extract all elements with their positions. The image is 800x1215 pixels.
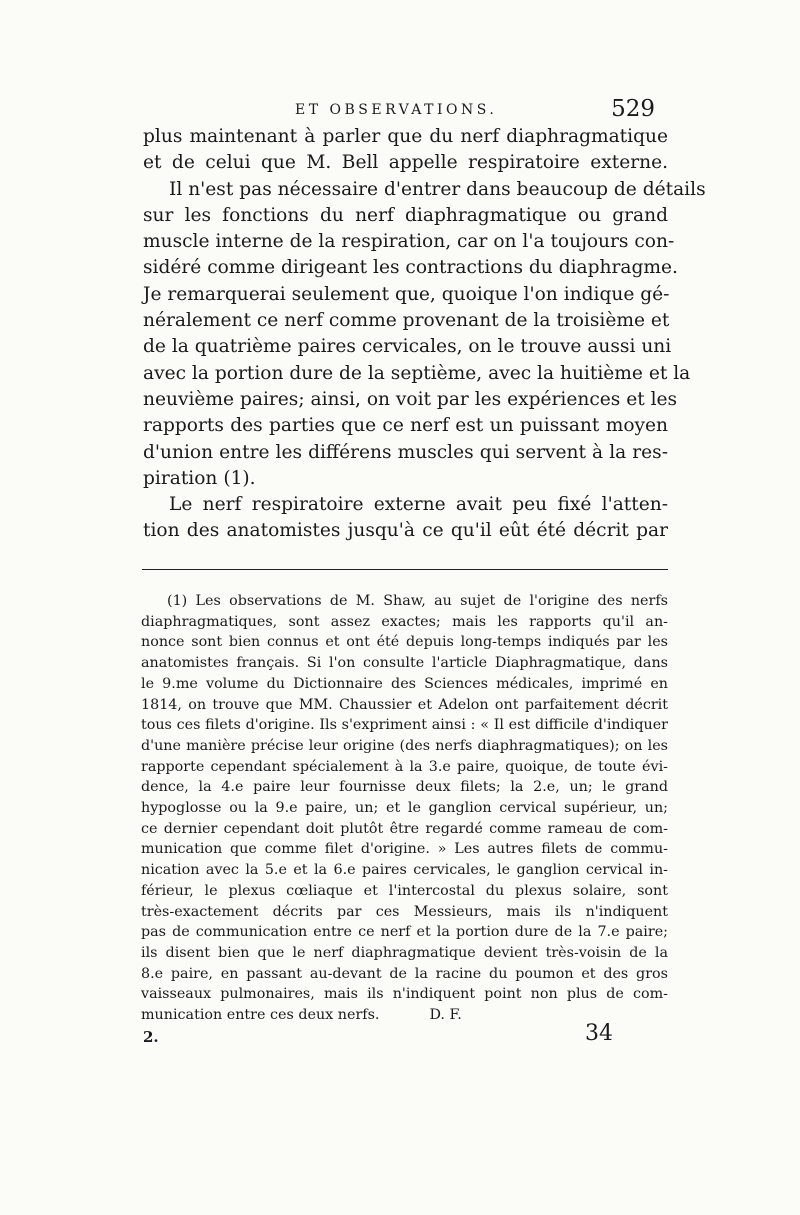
- footnote-line: dence, la 4.e paire leur fournisse deux filets; la 2.e, un; le grand: [141, 779, 668, 796]
- page-number: 529: [611, 96, 655, 122]
- body-line: de la quatrième paires cervicales, on le trouve aussi uni: [143, 336, 672, 358]
- body-line: plus maintenant à parler que du nerf diaphragmatique: [143, 126, 668, 147]
- footnote-line: très-exactement décrits par ces Messieurs, mais ils n'indiquent: [141, 903, 668, 920]
- main-text: [143, 124, 706, 545]
- body-line: neuvième paires; ainsi, on voit par les expériences et les: [143, 388, 678, 410]
- body-line: et de celui que M. Bell appelle respiratoire externe.: [143, 152, 668, 174]
- footnote-line: rapporte cependant spécialement à la 3.e paire, quoique, de toute évi-: [141, 758, 668, 775]
- footnote-line: nication avec la 5.e et la 6.e paires cervicales, le ganglion cervical in-: [141, 862, 668, 879]
- footnote-line: diaphragmatiques, sont assez exactes; mais les rapports qu'il an-: [141, 613, 668, 630]
- footnote-line: nonce sont bien connus et ont été depuis long-temps indiqués par les: [141, 634, 668, 651]
- body-line: Il n'est pas nécessaire d'entrer dans beaucoup de détails: [169, 178, 706, 200]
- body-line: sur les fonctions du nerf diaphragmatique ou grand: [143, 204, 668, 226]
- footnote-line: pas de communication entre ce nerf et la portion dure de la 7.e paire;: [141, 924, 668, 941]
- footnote-line: d'une manière précise leur origine (des nerfs diaphragmatiques); on les: [141, 737, 668, 754]
- signature-mark: 2.: [143, 1028, 159, 1046]
- body-line: tion des anatomistes jusqu'à ce qu'il eût été décrit par: [143, 520, 668, 542]
- footnote-line: 1814, on trouve que MM. Chaussier et Adelon ont parfaitement décrit: [141, 696, 668, 713]
- footnote-line: hypoglosse ou la 9.e paire, un; et le ganglion cervical supérieur, un;: [141, 800, 668, 817]
- body-line: Le nerf respiratoire externe avait peu fixé l'atten-: [169, 494, 668, 516]
- footnote-line: le 9.me volume du Dictionnaire des Sciences médicales, imprimé en: [141, 675, 668, 692]
- footnote-line: tous ces filets d'origine. Ils s'expriment ainsi : « Il est difficile d'indiquer: [141, 717, 668, 734]
- footnote-line: anatomistes français. Si l'on consulte l'article Diaphragmatique, dans: [141, 655, 668, 672]
- sheet-number: 34: [585, 1021, 613, 1046]
- footnote-line: férieur, le plexus cœliaque et l'intercostal du plexus solaire, sont: [141, 882, 668, 899]
- body-line: sidéré comme dirigeant les contractions du diaphragme.: [143, 257, 678, 279]
- footnote-line: munication que comme filet d'origine. » Les autres filets de commu-: [141, 841, 668, 858]
- body-line: néralement ce nerf comme provenant de la troisième et: [143, 310, 670, 332]
- footnote: [141, 591, 668, 1026]
- footnote-line: vaisseaux pulmonaires, mais ils n'indiquent point non plus de com-: [141, 986, 668, 1003]
- body-line: rapports des parties que ce nerf est un puissant moyen: [143, 415, 668, 437]
- footnote-line: ce dernier cependant doit plutôt être regardé comme rameau de com-: [141, 820, 668, 837]
- body-line: piration (1).: [143, 467, 256, 489]
- page-footer: [143, 1021, 613, 1055]
- footnote-signature: D. F.: [429, 1007, 462, 1024]
- page-header: [145, 96, 655, 126]
- footnote-line: (1) Les observations de M. Shaw, au sujet de l'origine des nerfs: [167, 593, 668, 609]
- footnote-line: 8.e paire, en passant au-devant de la racine du poumon et des gros: [141, 965, 668, 982]
- body-line: avec la portion dure de la septième, avec la huitième et la: [143, 362, 691, 384]
- body-line: d'union entre les différens muscles qui servent à la res-: [143, 441, 668, 463]
- footnote-divider: [142, 569, 668, 570]
- body-line: muscle interne de la respiration, car on l'a toujours con-: [143, 231, 675, 253]
- footnote-line: ils disent bien que le nerf diaphragmatique devient très-voisin de la: [141, 944, 668, 961]
- body-line: Je remarquerai seulement que, quoique l'on indique gé-: [143, 283, 670, 305]
- footnote-line: munication entre ces deux nerfs.: [141, 1007, 380, 1024]
- running-title: ET OBSERVATIONS.: [295, 102, 498, 118]
